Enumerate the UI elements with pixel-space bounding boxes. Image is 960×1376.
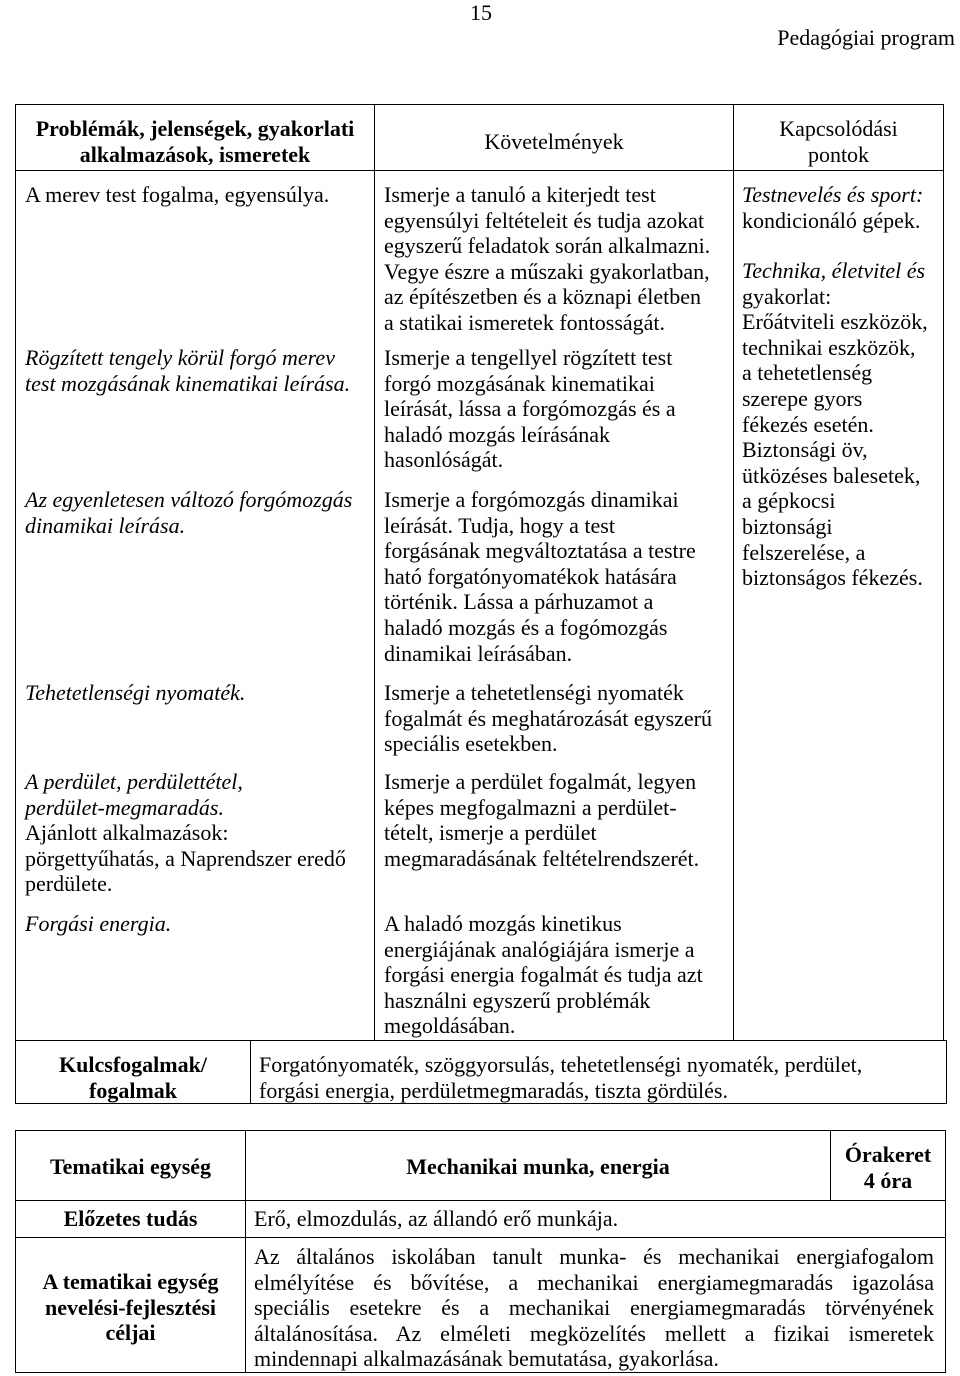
- text-line: leírását, lássa a forgómozgás és a: [384, 396, 676, 422]
- header-requirements: [374, 104, 734, 171]
- text-line: ható forgatónyomatékok hatására: [384, 563, 677, 589]
- note-line: Ajánlott alkalmazások:: [25, 820, 229, 846]
- subject-line: Technika, életvitel és: [742, 258, 926, 283]
- text-line: ütközéses balesetek,: [742, 462, 921, 488]
- problem-item: [25, 911, 171, 937]
- requirement-item: [384, 487, 696, 666]
- text-line: általánosítása. Az elméleti megközelítés mellett a fizikai ismeretek: [254, 1320, 934, 1346]
- header-line: Követelmények: [484, 129, 624, 154]
- requirement-item: [384, 911, 703, 1039]
- text-line: dinamikai leírásában.: [384, 640, 573, 666]
- header-connections-text: [734, 116, 943, 167]
- label-line: fogalmak: [89, 1077, 177, 1103]
- prerequisites-label-cell: [15, 1200, 246, 1238]
- hours-cell: [830, 1130, 946, 1201]
- text-line: Forgási energia.: [25, 911, 172, 936]
- key-concepts-text: [250, 1040, 947, 1104]
- unit-title-cell: [245, 1130, 831, 1201]
- text-line: Tehetetlenségi nyomaték.: [25, 680, 246, 705]
- subject-line: Testnevelés és sport:: [742, 182, 924, 207]
- requirement-item: [384, 182, 710, 336]
- text-line: fogalmát és meghatározását egyszerű: [384, 705, 713, 731]
- text-line: megoldásában.: [384, 1013, 516, 1039]
- text-line: technikai eszközök,: [742, 334, 916, 360]
- text-line: haladó mozgás és a fogómozgás: [384, 614, 668, 640]
- text-line: test mozgásának kinematikai leírása.: [25, 370, 351, 396]
- text-line: Ismerje a perdület fogalmát, legyen: [384, 769, 697, 794]
- note-line: pörgettyűhatás, a Naprendszer eredő: [25, 845, 346, 871]
- header-line: Kapcsolódási: [779, 116, 898, 141]
- requirements-column: [374, 170, 734, 1041]
- connection-item: [742, 258, 928, 591]
- header-line: pontok: [807, 141, 870, 167]
- prerequisites-label: Előzetes tudás: [63, 1206, 198, 1231]
- text-line: Forgatónyomaték, szöggyorsulás, tehetetlenségi nyomaték, perdület,: [259, 1052, 863, 1077]
- goals-text: [254, 1244, 934, 1372]
- prerequisites-text: Erő, elmozdulás, az állandó erő munkája.: [254, 1206, 619, 1231]
- header-line: Problémák, jelenségek, gyakorlati: [35, 116, 355, 141]
- page-number: 15: [470, 0, 492, 25]
- requirement-item: [384, 345, 676, 473]
- goals-label: [16, 1269, 245, 1346]
- unit-label: Tematikai egység: [49, 1154, 212, 1179]
- unit-title: Mechanikai munka, energia: [406, 1154, 670, 1179]
- hours-block: [831, 1142, 945, 1193]
- text-line: dinamikai leírása.: [25, 512, 186, 538]
- text-line: hasonlóságát.: [384, 447, 504, 473]
- text-line: Ismerje a tengellyel rögzített test: [384, 345, 673, 370]
- goals-text-cell: [245, 1237, 946, 1373]
- text-line: a tehetetlenség: [742, 360, 873, 386]
- text-line: forgási energia, perdületmegmaradás, tiszta gördülés.: [259, 1077, 728, 1103]
- note-line: perdülete.: [25, 871, 113, 897]
- label-line: A tematikai egység: [42, 1269, 219, 1294]
- label-line: céljai: [105, 1320, 156, 1346]
- connections-column: [733, 170, 944, 1041]
- text-line: Erőátviteli eszközök,: [742, 309, 928, 335]
- header-connections: [733, 104, 944, 171]
- text-line: Ismerje a forgómozgás dinamikai: [384, 487, 679, 512]
- key-concepts-list: [259, 1052, 862, 1103]
- text-line: Vegye észre a műszaki gyakorlatban,: [384, 258, 710, 284]
- problem-item: [25, 345, 350, 396]
- problem-item: [25, 769, 346, 897]
- header-problems-text: [16, 116, 374, 167]
- text-line: Rögzített tengely körül forgó merev: [25, 345, 335, 370]
- problems-column: [15, 170, 375, 1041]
- document-title: Pedagógiai program: [777, 25, 955, 50]
- hours-value: 4 óra: [863, 1167, 913, 1193]
- text-line: A perdület, perdülettétel,: [25, 769, 243, 794]
- text-line: Ismerje a tanuló a kiterjedt test: [384, 182, 656, 207]
- hours-label: Órakeret: [844, 1142, 932, 1167]
- text-line: Az egyenletesen változó forgómozgás: [25, 487, 353, 512]
- problem-item: [25, 680, 245, 706]
- text-line: a gépkocsi: [742, 488, 836, 514]
- header-requirements-text: [375, 129, 733, 155]
- text-line: felszerelése, a: [742, 539, 866, 565]
- text-line: forgásának megváltoztatása a testre: [384, 538, 696, 564]
- unit-label-cell: [15, 1130, 246, 1201]
- prerequisites-text-cell: [245, 1200, 946, 1238]
- text-line: speciális esetekben.: [384, 731, 558, 757]
- text-line: egyszerű feladatok során alkalmazni.: [384, 233, 711, 259]
- text-line: Ismerje a tehetetlenségi nyomaték: [384, 680, 684, 705]
- text-line: megmaradásának feltételrendszerét.: [384, 845, 700, 871]
- text-line: használni egyszerű problémák: [384, 987, 651, 1013]
- text-line: Biztonsági öv,: [742, 437, 868, 463]
- text-line: biztonságos fékezés.: [742, 565, 923, 591]
- problem-item: [25, 487, 352, 538]
- text-line: haladó mozgás leírásának: [384, 421, 611, 447]
- text-line: A merev test fogalma, egyensúlya.: [25, 182, 330, 207]
- text-line: forgó mozgásának kinematikai: [384, 370, 655, 396]
- text-line: biztonsági: [742, 513, 833, 539]
- text-line: forgási energia fogalmát és tudja azt: [384, 962, 703, 988]
- key-concepts-label: [15, 1040, 251, 1104]
- subject-line: gyakorlat:: [742, 283, 832, 309]
- requirement-item: [384, 680, 712, 757]
- text-line: tételt, ismerje a perdület: [384, 820, 597, 846]
- problem-item: [25, 182, 329, 208]
- text-line: speciális esetekre és a mechanikai energiamegmaradás törvényének: [254, 1295, 934, 1321]
- text-line: történik. Lássa a párhuzamot a: [384, 589, 654, 615]
- requirement-item: [384, 769, 699, 871]
- text-line: leírását. Tudja, hogy a test: [384, 512, 615, 538]
- text-line: elmélyítése és bővítése, a mechanikai energiamegmaradás igazolása: [254, 1269, 934, 1295]
- text-line: a statikai ismeretek fontosságát.: [384, 309, 666, 335]
- text-line: az építészetben és a köznapi életben: [384, 284, 702, 310]
- text-line: energiájának analógiájára ismerje a: [384, 936, 695, 962]
- text-line: fékezés esetén.: [742, 411, 874, 437]
- text-line: mindennapi alkalmazásának bemutatása, gyakorlása.: [254, 1346, 719, 1372]
- connection-item: [742, 182, 923, 233]
- header-problems: [15, 104, 375, 171]
- goals-label-cell: [15, 1237, 246, 1373]
- text-line: Az általános iskolában tanult munka- és mechanikai energiafogalom: [254, 1244, 934, 1269]
- text-line: A haladó mozgás kinetikus: [384, 911, 622, 936]
- text-line: perdület-megmaradás.: [25, 794, 224, 820]
- text-line: egyensúlyi feltételeit és tudja azokat: [384, 207, 705, 233]
- header-line: alkalmazások, ismeretek: [79, 141, 311, 167]
- label-line: Kulcsfogalmak/: [59, 1052, 207, 1077]
- text-line: képes megfogalmazni a perdület-: [384, 794, 677, 820]
- label-line: nevelési-fejlesztési: [44, 1294, 217, 1320]
- key-concepts-label-text: [16, 1052, 250, 1103]
- text-line: szerepe gyors: [742, 385, 863, 411]
- text-line: kondicionáló gépek.: [742, 207, 921, 233]
